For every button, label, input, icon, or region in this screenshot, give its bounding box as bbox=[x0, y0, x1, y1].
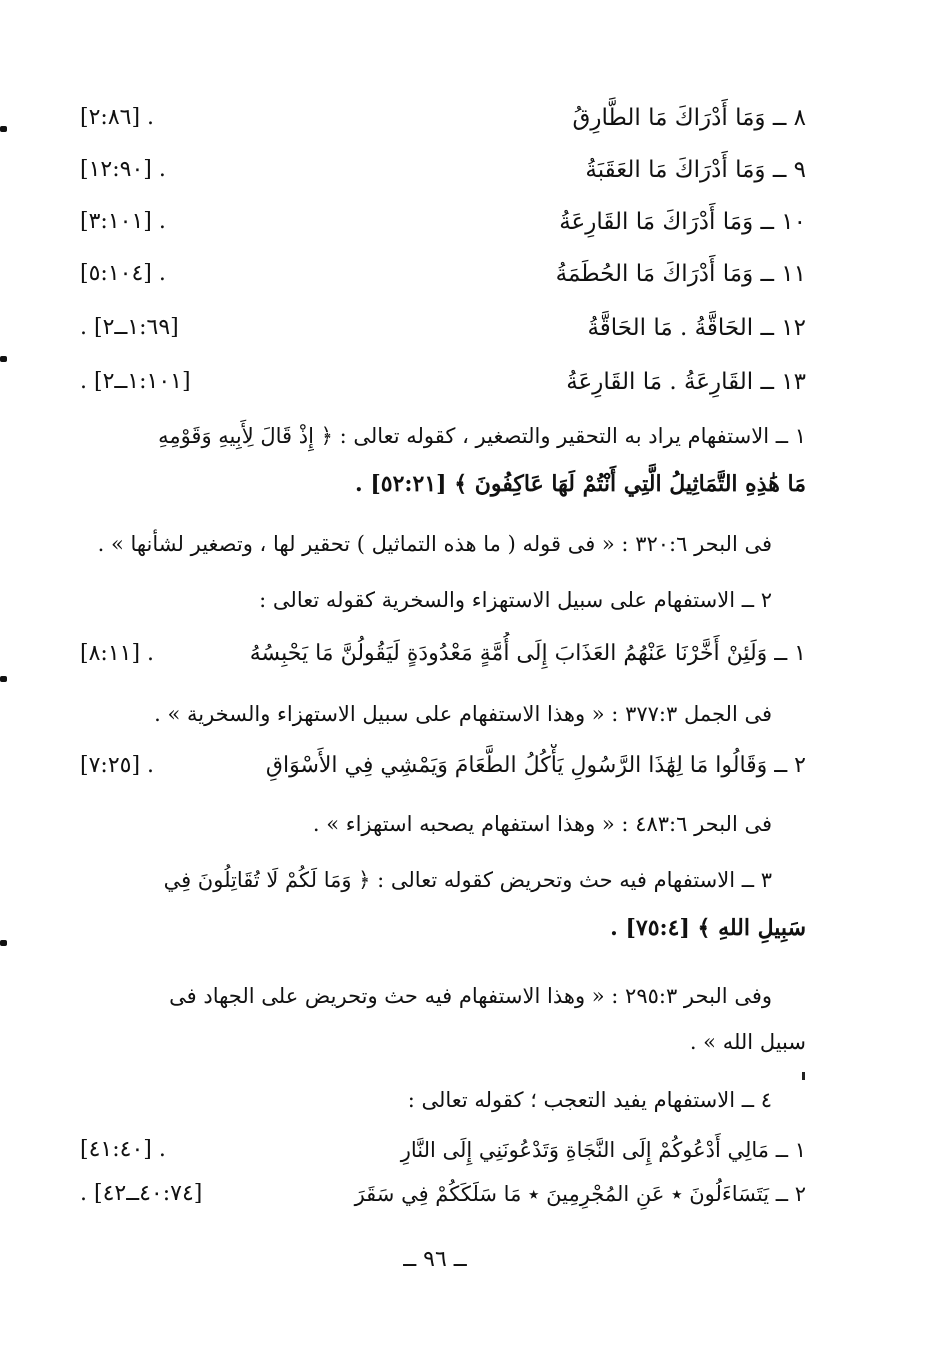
section-2-citation-2: فى البحر ٤٨٣:٦ : « وهذا استفهام يصحبه استهزاء » . bbox=[312, 812, 772, 836]
section-4-verse-1 bbox=[76, 1128, 806, 1172]
margin-mark bbox=[0, 940, 7, 946]
section-2-verse-2 bbox=[76, 744, 806, 788]
margin-mark bbox=[0, 676, 7, 682]
verse-text: ١٢ ــ الحَاقَّةُ . مَا الحَاقَّةُ bbox=[587, 315, 806, 341]
verse-reference: [٤٠:٧٤ــ٤٢] . bbox=[80, 1181, 203, 1206]
list-item bbox=[76, 306, 806, 350]
margin-mark bbox=[0, 356, 7, 362]
verse-reference: [١٢:٩٠] . bbox=[80, 157, 166, 182]
margin-tick bbox=[802, 1072, 805, 1080]
verse-reference: [١:٦٩ــ٢] . bbox=[80, 315, 179, 340]
verse-text: ٢ ــ يَتَسَاءَلُونَ ٭ عَنِ المُجْرِمِينَ ٭ مَا سَلَكَكُمْ فِي سَقَرَ bbox=[354, 1182, 806, 1206]
margin-mark bbox=[0, 126, 7, 132]
section-2-heading: ٢ ــ الاستفهام على سبيل الاستهزاء والسخرية كقوله تعالى : bbox=[259, 588, 772, 612]
verse-reference: [٣:١٠١] . bbox=[80, 209, 166, 234]
section-2-citation-1: فى الجمل ٣٧٧:٣ : « وهذا الاستفهام على سبيل الاستهزاء والسخرية » . bbox=[154, 702, 772, 726]
list-item bbox=[76, 200, 806, 244]
section-4-verse-2 bbox=[76, 1172, 806, 1216]
verse-reference: [٥:١٠٤] . bbox=[80, 261, 166, 286]
verse-text: ١٠ ــ وَمَا أَدْرَاكَ مَا القَارِعَةُ bbox=[559, 209, 806, 235]
list-item bbox=[76, 148, 806, 192]
section-3-line-1: ٣ ــ الاستفهام فيه حث وتحريض كقوله تعالى : ﴿ وَمَا لَكُمْ لَا تُقَاتِلُونَ فِي bbox=[163, 868, 772, 892]
section-1-citation: فى البحر ٣٢٠:٦ : « فى قوله ( ما هذه التماثيل ) تحقير لها ، وتصغير لشأنها » . bbox=[97, 532, 772, 556]
verse-text: ٩ ــ وَمَا أَدْرَاكَ مَا العَقَبَةُ bbox=[585, 157, 806, 183]
page-number: ــ ٩٦ ــ bbox=[403, 1247, 467, 1272]
verse-reference: [٧:٢٥] . bbox=[80, 753, 155, 778]
verse-text: ١١ ــ وَمَا أَدْرَاكَ مَا الحُطَمَةُ bbox=[555, 261, 806, 287]
verse-text: ١٣ ــ القَارِعَةُ . مَا القَارِعَةُ bbox=[566, 369, 806, 395]
verse-reference: [٨:١١] . bbox=[80, 641, 155, 666]
list-item bbox=[76, 360, 806, 404]
verse-reference: [١:١٠١ــ٢] . bbox=[80, 369, 191, 394]
list-item bbox=[76, 252, 806, 296]
verse-reference: [٤١:٤٠] . bbox=[80, 1137, 166, 1162]
list-item bbox=[76, 96, 806, 140]
section-3-line-2: سَبِيلِ اللهِ ﴾ [٧٥:٤] . bbox=[610, 915, 806, 941]
section-3-citation-line-2: سبيل الله » . bbox=[689, 1030, 806, 1054]
verse-text: ١ ــ وَلَئِنْ أَخَّرْنَا عَنْهُمُ العَذَابَ إِلَى أُمَّةٍ مَعْدُودَةٍ لَيَقُولُنَّ مَا يَحْبِسُهُ bbox=[249, 641, 806, 666]
section-1-line-2: مَا هَٰذِهِ التَّمَاثِيلُ الَّتِي أَنْتُمْ لَهَا عَاكِفُونَ ﴾ [٥٢:٢١] . bbox=[355, 471, 806, 497]
section-1-line-1: ١ ــ الاستفهام يراد به التحقير والتصغير ، كقوله تعالى : ﴿ إِذْ قَالَ لِأَبِيهِ وَقَوْمِهِ bbox=[158, 424, 806, 448]
verse-text: ٢ ــ وَقَالُوا مَا لِهَٰذَا الرَّسُولِ يَأْكُلُ الطَّعَامَ وَيَمْشِي فِي الأَسْوَاقِ bbox=[265, 753, 806, 778]
verse-text: ٨ ــ وَمَا أَدْرَاكَ مَا الطَّارِقُ bbox=[572, 105, 806, 131]
verse-text: ١ ــ مَالِي أَدْعُوكُمْ إِلَى النَّجَاةِ وَتَدْعُونَنِي إِلَى النَّارِ bbox=[400, 1138, 806, 1162]
section-3-citation-line-1: وفى البحر ٢٩٥:٣ : « وهذا الاستفهام فيه حث وتحريض على الجهاد فى bbox=[169, 984, 772, 1008]
verse-reference: [٢:٨٦] . bbox=[80, 105, 155, 130]
section-2-verse-1 bbox=[76, 632, 806, 676]
section-4-heading: ٤ ــ الاستفهام يفيد التعجب ؛ كقوله تعالى : bbox=[407, 1088, 772, 1112]
